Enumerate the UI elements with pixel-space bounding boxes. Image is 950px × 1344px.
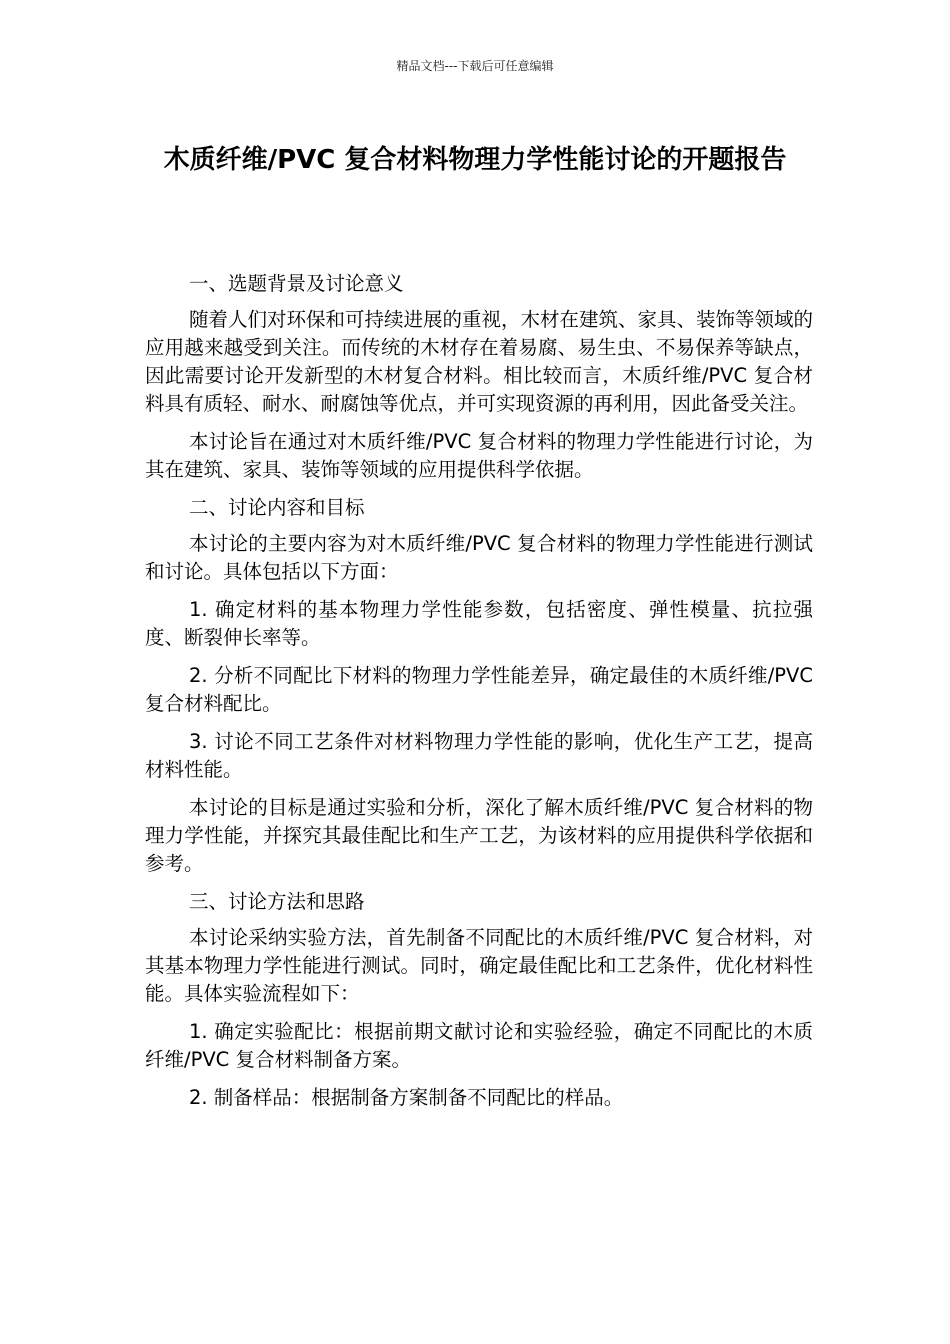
list-item-method-1: 1. 确定实验配比：根据前期文献讨论和实验经验，确定不同配比的木质纤维/PVC 复合材料制备方案。 bbox=[145, 1020, 813, 1071]
document-body bbox=[145, 270, 813, 1122]
section-heading-method: 三、讨论方法和思路 bbox=[189, 890, 365, 913]
list-item-method-2: 2. 制备样品：根据制备方案制备不同配比的样品。 bbox=[189, 1086, 624, 1109]
document-title: 木质纤维/PVC 复合材料物理力学性能讨论的开题报告 bbox=[163, 145, 787, 175]
paragraph-goal: 本讨论的目标是通过实验和分析，深化了解木质纤维/PVC 复合材料的物理力学性能，并探究其最佳配比和生产工艺，为该材料的应用提供科学依据和参考。 bbox=[145, 796, 813, 875]
paragraph-content-intro: 本讨论的主要内容为对木质纤维/PVC 复合材料的物理力学性能进行测试和讨论。具体包括以下方面： bbox=[145, 532, 813, 583]
section-heading-background: 一、选题背景及讨论意义 bbox=[189, 272, 404, 295]
paragraph-method-intro: 本讨论采纳实验方法，首先制备不同配比的木质纤维/PVC 复合材料，对其基本物理力学性能进行测试。同时，确定最佳配比和工艺条件，优化材料性能。具体实验流程如下： bbox=[145, 926, 813, 1005]
list-item-content-2: 2. 分析不同配比下材料的物理力学性能差异，确定最佳的木质纤维/PVC 复合材料配比。 bbox=[145, 664, 813, 715]
paragraph-background: 随着人们对环保和可持续进展的重视，木材在建筑、家具、装饰等领域的应用越来越受到关注。而传统的木材存在着易腐、易生虫、不易保养等缺点，因此需要讨论开发新型的木材复合材料。相比较而言，木质纤维/PVC 复合材料具有质轻、耐水、耐腐蚀等优点，并可实现资源的再利用，因此备受关注。 bbox=[145, 308, 814, 415]
list-item-content-3: 3. 讨论不同工艺条件对材料物理力学性能的影响，优化生产工艺，提高材料性能。 bbox=[145, 730, 813, 781]
paragraph-purpose: 本讨论旨在通过对木质纤维/PVC 复合材料的物理力学性能进行讨论，为其在建筑、家具、装饰等领域的应用提供科学依据。 bbox=[145, 430, 813, 481]
section-heading-content: 二、讨论内容和目标 bbox=[189, 496, 365, 519]
header-note: 精品文档---下载后可任意编辑 bbox=[396, 59, 554, 73]
list-item-content-1: 1. 确定材料的基本物理力学性能参数，包括密度、弹性模量、抗拉强度、断裂伸长率等。 bbox=[145, 598, 813, 649]
